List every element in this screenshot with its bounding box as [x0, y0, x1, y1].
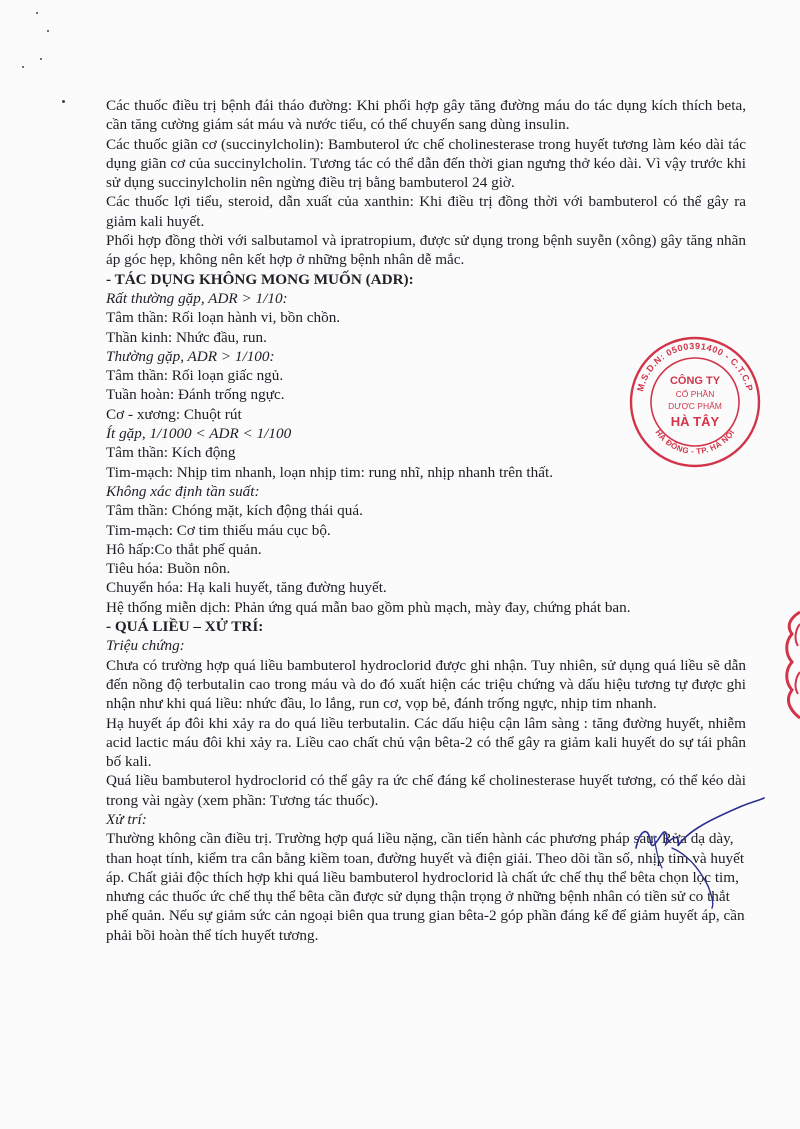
- symptoms-label: Triệu chứng:: [106, 637, 185, 655]
- adr-item: Tâm thần: Rối loạn giấc ngủ.: [106, 367, 284, 385]
- adr-item: Cơ - xương: Chuột rút: [106, 405, 242, 423]
- treatment-paragraph: Thường không cần điều trị. Trường hợp quá liều nặng, cần tiến hành các phương pháp sau: Rửa dạ dày, than hoạt tính, kiểm tra cân bằng kiềm toan, đường huyết và điện giải. Theo dõi tần số, nhịp tim và huyết áp. Chất giải độc thích hợp khi quá liều bambuterol hydroclorid là chất ức chế thụ thể bêta chọn lọc tim, nhưng các thuốc ức chế thụ thể bêta cần được sử dụng thận trọng ở những bệnh nhân có tiền sử co thắt phế quản. Nếu sự giảm sức cản ngoại biên qua trung gian bêta-2 góp phần đáng kể để giảm huyết áp, cần phải bồi hoàn thể tích huyết tương.: [106, 830, 745, 944]
- adr-item: Hệ thống miễn dịch: Phản ứng quá mẫn bao gồm phù mạch, mày đay, chứng phát ban.: [106, 598, 631, 616]
- page-edge-seal: [776, 610, 800, 720]
- adr-item: Thần kinh: Nhức đầu, run.: [106, 328, 267, 346]
- adr-item: Hô hấp:Co thắt phế quản.: [106, 540, 262, 558]
- adr-item: Tâm thần: Rối loạn hành vi, bồn chồn.: [106, 309, 341, 327]
- symptoms-paragraph: Chưa có trường hợp quá liều bambuterol hydroclorid được ghi nhận. Tuy nhiên, sử dụng quá liều sẽ dẫn đến nồng độ terbutalin cao trong máu và do đó xuất hiện các triệu chứng và dấu hiệu tương tự được ghi nhận như khi quá liều: nhức đầu, lo lắng, run cơ, vọp bẻ, đánh trống ngực, nhịp tim nhanh.: [106, 656, 746, 713]
- interaction-antidiabetic: Các thuốc điều trị bệnh đái tháo đường: Khi phối hợp gây tăng đường máu do tác dụng kích thích beta, cần tăng cường giám sát máu và nước tiểu, có thể chuyển sang dùng insulin.: [106, 97, 746, 134]
- adr-item: Tâm thần: Chóng mặt, kích động thái quá.: [106, 502, 363, 520]
- stamp-line-1: CÔNG TY: [669, 375, 721, 387]
- stamp-line-2: CỔ PHẦN: [675, 389, 715, 399]
- adr-item: Tim-mạch: Nhịp tim nhanh, loạn nhịp tim: rung nhĩ, nhịp nhanh trên thất.: [106, 463, 554, 481]
- adr-item: Tim-mạch: Cơ tim thiếu máu cục bộ.: [106, 521, 331, 539]
- adr-item: Tuần hoàn: Đánh trống ngực.: [106, 386, 285, 404]
- adr-very-common-label: Rất thường gặp, ADR > 1/10:: [106, 289, 288, 307]
- adr-item: Tâm thần: Kích động: [106, 444, 236, 462]
- svg-text:HÀ ĐÔNG - TP. HÀ NỘI: [654, 428, 737, 456]
- adr-unknown-label: Không xác định tần suất:: [106, 482, 260, 500]
- symptoms-paragraph: Hạ huyết áp đôi khi xảy ra do quá liều terbutalin. Các dấu hiệu cận lâm sàng : tăng đường huyết, nhiễm acid lactic máu đôi khi xảy ra. Liều cao chất chủ vận bêta-2 có thể gây ra giảm kali huyết do sự tái phân bố kali.: [106, 714, 746, 771]
- handwritten-signature: [596, 790, 766, 910]
- stamp-line-3: DƯỢC PHẨM: [668, 401, 722, 411]
- adr-item: Chuyển hóa: Hạ kali huyết, tăng đường huyết.: [106, 579, 387, 597]
- interaction-salbutamol: Phối hợp đồng thời với salbutamol và ipratropium, được sử dụng trong bệnh suyễn (xông) gây tăng nhãn áp góc hẹp, không nên kết hợp ở những bệnh nhân dễ mắc.: [106, 232, 746, 269]
- company-stamp: [628, 335, 762, 469]
- treatment-label: Xử trí:: [106, 810, 147, 828]
- interaction-diuretics: Các thuốc lợi tiểu, steroid, dẫn xuất của xanthin: Khi điều trị đồng thời với bambuterol có thể gây ra giảm kali huyết.: [106, 193, 746, 230]
- stamp-ring-text: M.S.D.N: 0500391400 - C.T.C.P: [635, 340, 755, 393]
- overdose-heading: - QUÁ LIỀU – XỬ TRÍ:: [106, 618, 264, 636]
- adr-common-label: Thường gặp, ADR > 1/100:: [106, 347, 275, 365]
- adr-heading: - TÁC DỤNG KHÔNG MONG MUỐN (ADR):: [106, 270, 414, 288]
- interaction-muscle-relaxant: Các thuốc giãn cơ (succinylcholin): Bambuterol ức chế cholinesterase trong huyết tương làm kéo dài tác dụng giãn cơ của succinylcholin. Tương tác có thể dẫn đến thời gian ngưng thở kéo dài. Vì vậy trước khi sử dụng succinylcholin nên ngừng điều trị bằng bambuterol 24 giờ.: [106, 135, 746, 192]
- stamp-bottom-text: HÀ ĐÔNG - TP. HÀ NỘI: [653, 427, 737, 457]
- adr-uncommon-label: Ít gặp, 1/1000 < ADR < 1/100: [106, 425, 292, 443]
- symptoms-paragraph: Quá liều bambuterol hydroclorid có thể gây ra ức chế đáng kể cholinesterase huyết tương, có thể kéo dài trong vài ngày (xem phần: Tương tác thuốc).: [106, 772, 746, 809]
- stamp-line-4: HÀ TÂY: [670, 414, 720, 429]
- adr-item: Tiêu hóa: Buồn nôn.: [106, 560, 231, 578]
